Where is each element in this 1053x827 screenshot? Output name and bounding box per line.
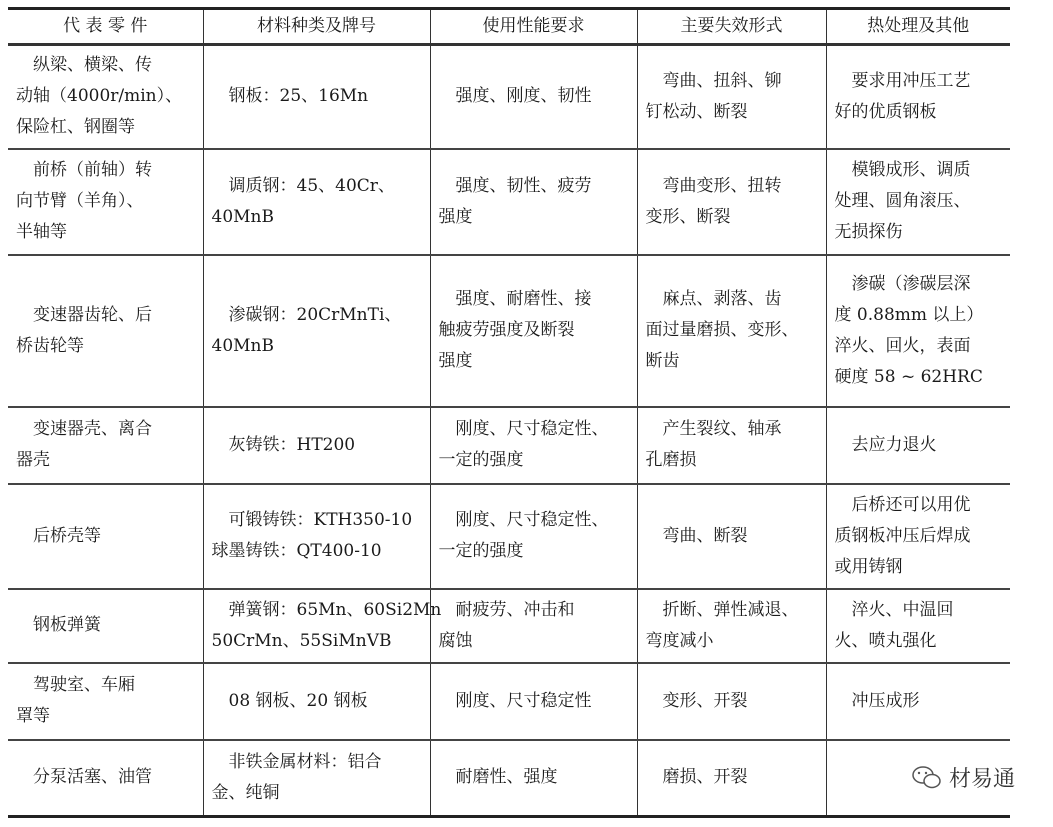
cell-line: 好的优质钢板 (834, 101, 937, 122)
cell-line: 调质钢：45、40Cr、 (228, 175, 395, 196)
cell-line: 灰铸铁：HT200 (228, 434, 356, 455)
table-cell (203, 484, 430, 589)
table-cell (8, 589, 203, 663)
table-cell (8, 255, 203, 407)
header-row (8, 9, 1010, 45)
table-cell (826, 589, 1010, 663)
table-row (8, 149, 1010, 255)
cell-line: 50CrMn、55SiMnVB (211, 630, 392, 651)
table-cell (430, 407, 637, 484)
table-cell (430, 45, 637, 149)
cell-line: 面过量磨损、变形、 (645, 320, 799, 340)
cell-line: 冲压成形 (851, 690, 920, 711)
table-cell (203, 663, 430, 740)
table-cell (637, 484, 826, 589)
watermark (911, 762, 1015, 793)
table-row (8, 484, 1010, 589)
header-cell: 主要失效形式 (637, 9, 826, 45)
cell-line: 可锻铸铁：KTH350-10 (228, 510, 413, 530)
cell-line: 刚度、尺寸稳定性、 (455, 510, 609, 530)
table-cell (203, 407, 430, 484)
cell-line: 变速器壳、离合 (33, 419, 152, 439)
cell-line: 40MnB (211, 335, 274, 356)
table-cell (203, 740, 430, 817)
cell-line: 渗碳（渗碳层深 (851, 273, 971, 294)
cell-line: 触疲劳强度及断裂 (438, 320, 575, 340)
cell-line: 变速器齿轮、后 (33, 304, 152, 325)
table-cell (637, 589, 826, 663)
cell-line: 无损探伤 (834, 222, 903, 242)
cell-line: 硬度 58 ~ 62HRC (834, 366, 983, 387)
cell-line: 罩等 (16, 706, 50, 726)
cell-line: 火、喷丸强化 (834, 630, 937, 651)
table-cell (8, 484, 203, 589)
cell-line: 08 钢板、20 钢板 (228, 690, 368, 711)
cell-line: 分泵活塞、油管 (33, 767, 152, 788)
table-row (8, 663, 1010, 740)
cell-line: 一定的强度 (438, 450, 524, 470)
table-cell (8, 740, 203, 817)
cell-line: 后桥还可以用优 (851, 494, 971, 515)
cell-line: 腐蚀 (438, 630, 473, 651)
cell-line: 钢板弹簧 (33, 615, 101, 635)
header-cell: 使用性能要求 (430, 9, 637, 45)
cell-line: 半轴等 (16, 222, 67, 242)
table-cell (8, 407, 203, 484)
table-cell (637, 45, 826, 149)
table-cell (826, 45, 1010, 149)
table-cell (826, 663, 1010, 740)
table-cell (8, 663, 203, 740)
cell-line: 要求用冲压工艺 (851, 70, 971, 91)
table-row (8, 589, 1010, 663)
cell-line: 钢板：25、16Mn (228, 86, 369, 107)
table-cell (430, 663, 637, 740)
cell-line: 强度、刚度、韧性 (455, 86, 592, 107)
table-cell (8, 149, 203, 255)
cell-line: 耐磨性、强度 (455, 767, 558, 788)
table-cell (203, 149, 430, 255)
table-cell (430, 255, 637, 407)
cell-line: 保险杠、钢圈等 (16, 117, 135, 138)
table-row (8, 740, 1010, 817)
cell-line: 淬火、中温回 (851, 599, 954, 620)
table-cell (430, 149, 637, 255)
cell-line: 弯曲变形、扭转 (662, 175, 782, 196)
cell-line: 器壳 (16, 450, 50, 470)
table-row (8, 45, 1010, 149)
cell-line: 度 0.88mm 以上） (834, 304, 984, 325)
table-cell (826, 484, 1010, 589)
cell-line: 40MnB (211, 206, 274, 227)
cell-line: 弯曲、断裂 (662, 525, 748, 546)
table-cell (637, 663, 826, 740)
cell-line: 强度 (438, 351, 473, 371)
cell-line: 麻点、剥落、齿 (662, 289, 782, 309)
cell-line: 渗碳钢：20CrMnTi、 (228, 304, 402, 325)
table-cell (203, 589, 442, 663)
cell-line: 耐疲劳、冲击和 (455, 599, 575, 620)
table-cell (826, 407, 1010, 484)
cell-line: 磨损、开裂 (662, 767, 748, 788)
cell-line: 钉松动、断裂 (645, 101, 748, 122)
cell-line: 孔磨损 (645, 450, 697, 470)
table-row (8, 255, 1010, 407)
cell-line: 纵梁、横梁、传 (33, 55, 152, 76)
cell-line: 强度、韧性、疲劳 (455, 175, 592, 196)
cell-line: 变形、开裂 (662, 690, 748, 711)
cell-line: 球墨铸铁：QT400-10 (211, 541, 382, 561)
wechat-icon (911, 764, 943, 792)
table-cell (8, 45, 203, 149)
cell-line: 模锻成形、调质 (851, 160, 971, 180)
materials-table (8, 7, 1010, 818)
table-cell (637, 740, 826, 817)
cell-line: 向节臂（羊角）、 (16, 191, 144, 211)
cell-line: 刚度、尺寸稳定性 (455, 690, 592, 711)
cell-line: 或用铸钢 (834, 556, 903, 577)
cell-line: 非铁金属材料：铝合 (228, 751, 382, 772)
cell-line: 刚度、尺寸稳定性、 (455, 419, 609, 439)
table-cell (430, 740, 637, 817)
header-cell: 材料种类及牌号 (203, 9, 430, 45)
table-cell (430, 484, 637, 589)
table-cell (637, 407, 826, 484)
cell-line: 产生裂纹、轴承 (662, 419, 782, 439)
cell-line: 质钢板冲压后焊成 (834, 525, 971, 546)
cell-line: 变形、断裂 (645, 206, 731, 227)
table-cell (203, 255, 430, 407)
cell-line: 弯度减小 (645, 630, 714, 651)
table-cell (203, 45, 430, 149)
cell-line: 弯曲、扭斜、铆 (662, 70, 782, 91)
table-cell (637, 149, 826, 255)
header-cell: 代 表 零 件 (8, 9, 203, 45)
cell-line: 驾驶室、车厢 (33, 675, 135, 695)
table-cell (826, 255, 1010, 407)
cell-line: 断齿 (645, 351, 680, 371)
cell-line: 淬火、回火，表面 (834, 335, 971, 356)
cell-line: 弹簧钢：65Mn、60Si2Mn (228, 599, 442, 620)
table-cell (430, 589, 637, 663)
cell-line: 桥齿轮等 (16, 335, 84, 356)
cell-line: 一定的强度 (438, 541, 524, 561)
table-cell (826, 149, 1010, 255)
table-row (8, 407, 1010, 484)
table-cell (637, 255, 826, 407)
cell-line: 折断、弹性减退、 (662, 599, 799, 620)
cell-line: 处理、圆角滚压、 (834, 191, 971, 211)
cell-line: 强度、耐磨性、接 (455, 289, 592, 309)
cell-line: 前桥（前轴）转 (33, 160, 152, 180)
cell-line: 强度 (438, 206, 473, 227)
header-cell: 热处理及其他 (867, 16, 970, 36)
cell-line: 后桥壳等 (33, 525, 101, 546)
watermark-text: 材易通 (948, 767, 1015, 792)
cell-line: 动轴（4000r/min）、 (16, 86, 183, 107)
cell-line: 金、纯铜 (211, 782, 280, 803)
cell-line: 去应力退火 (851, 434, 937, 455)
